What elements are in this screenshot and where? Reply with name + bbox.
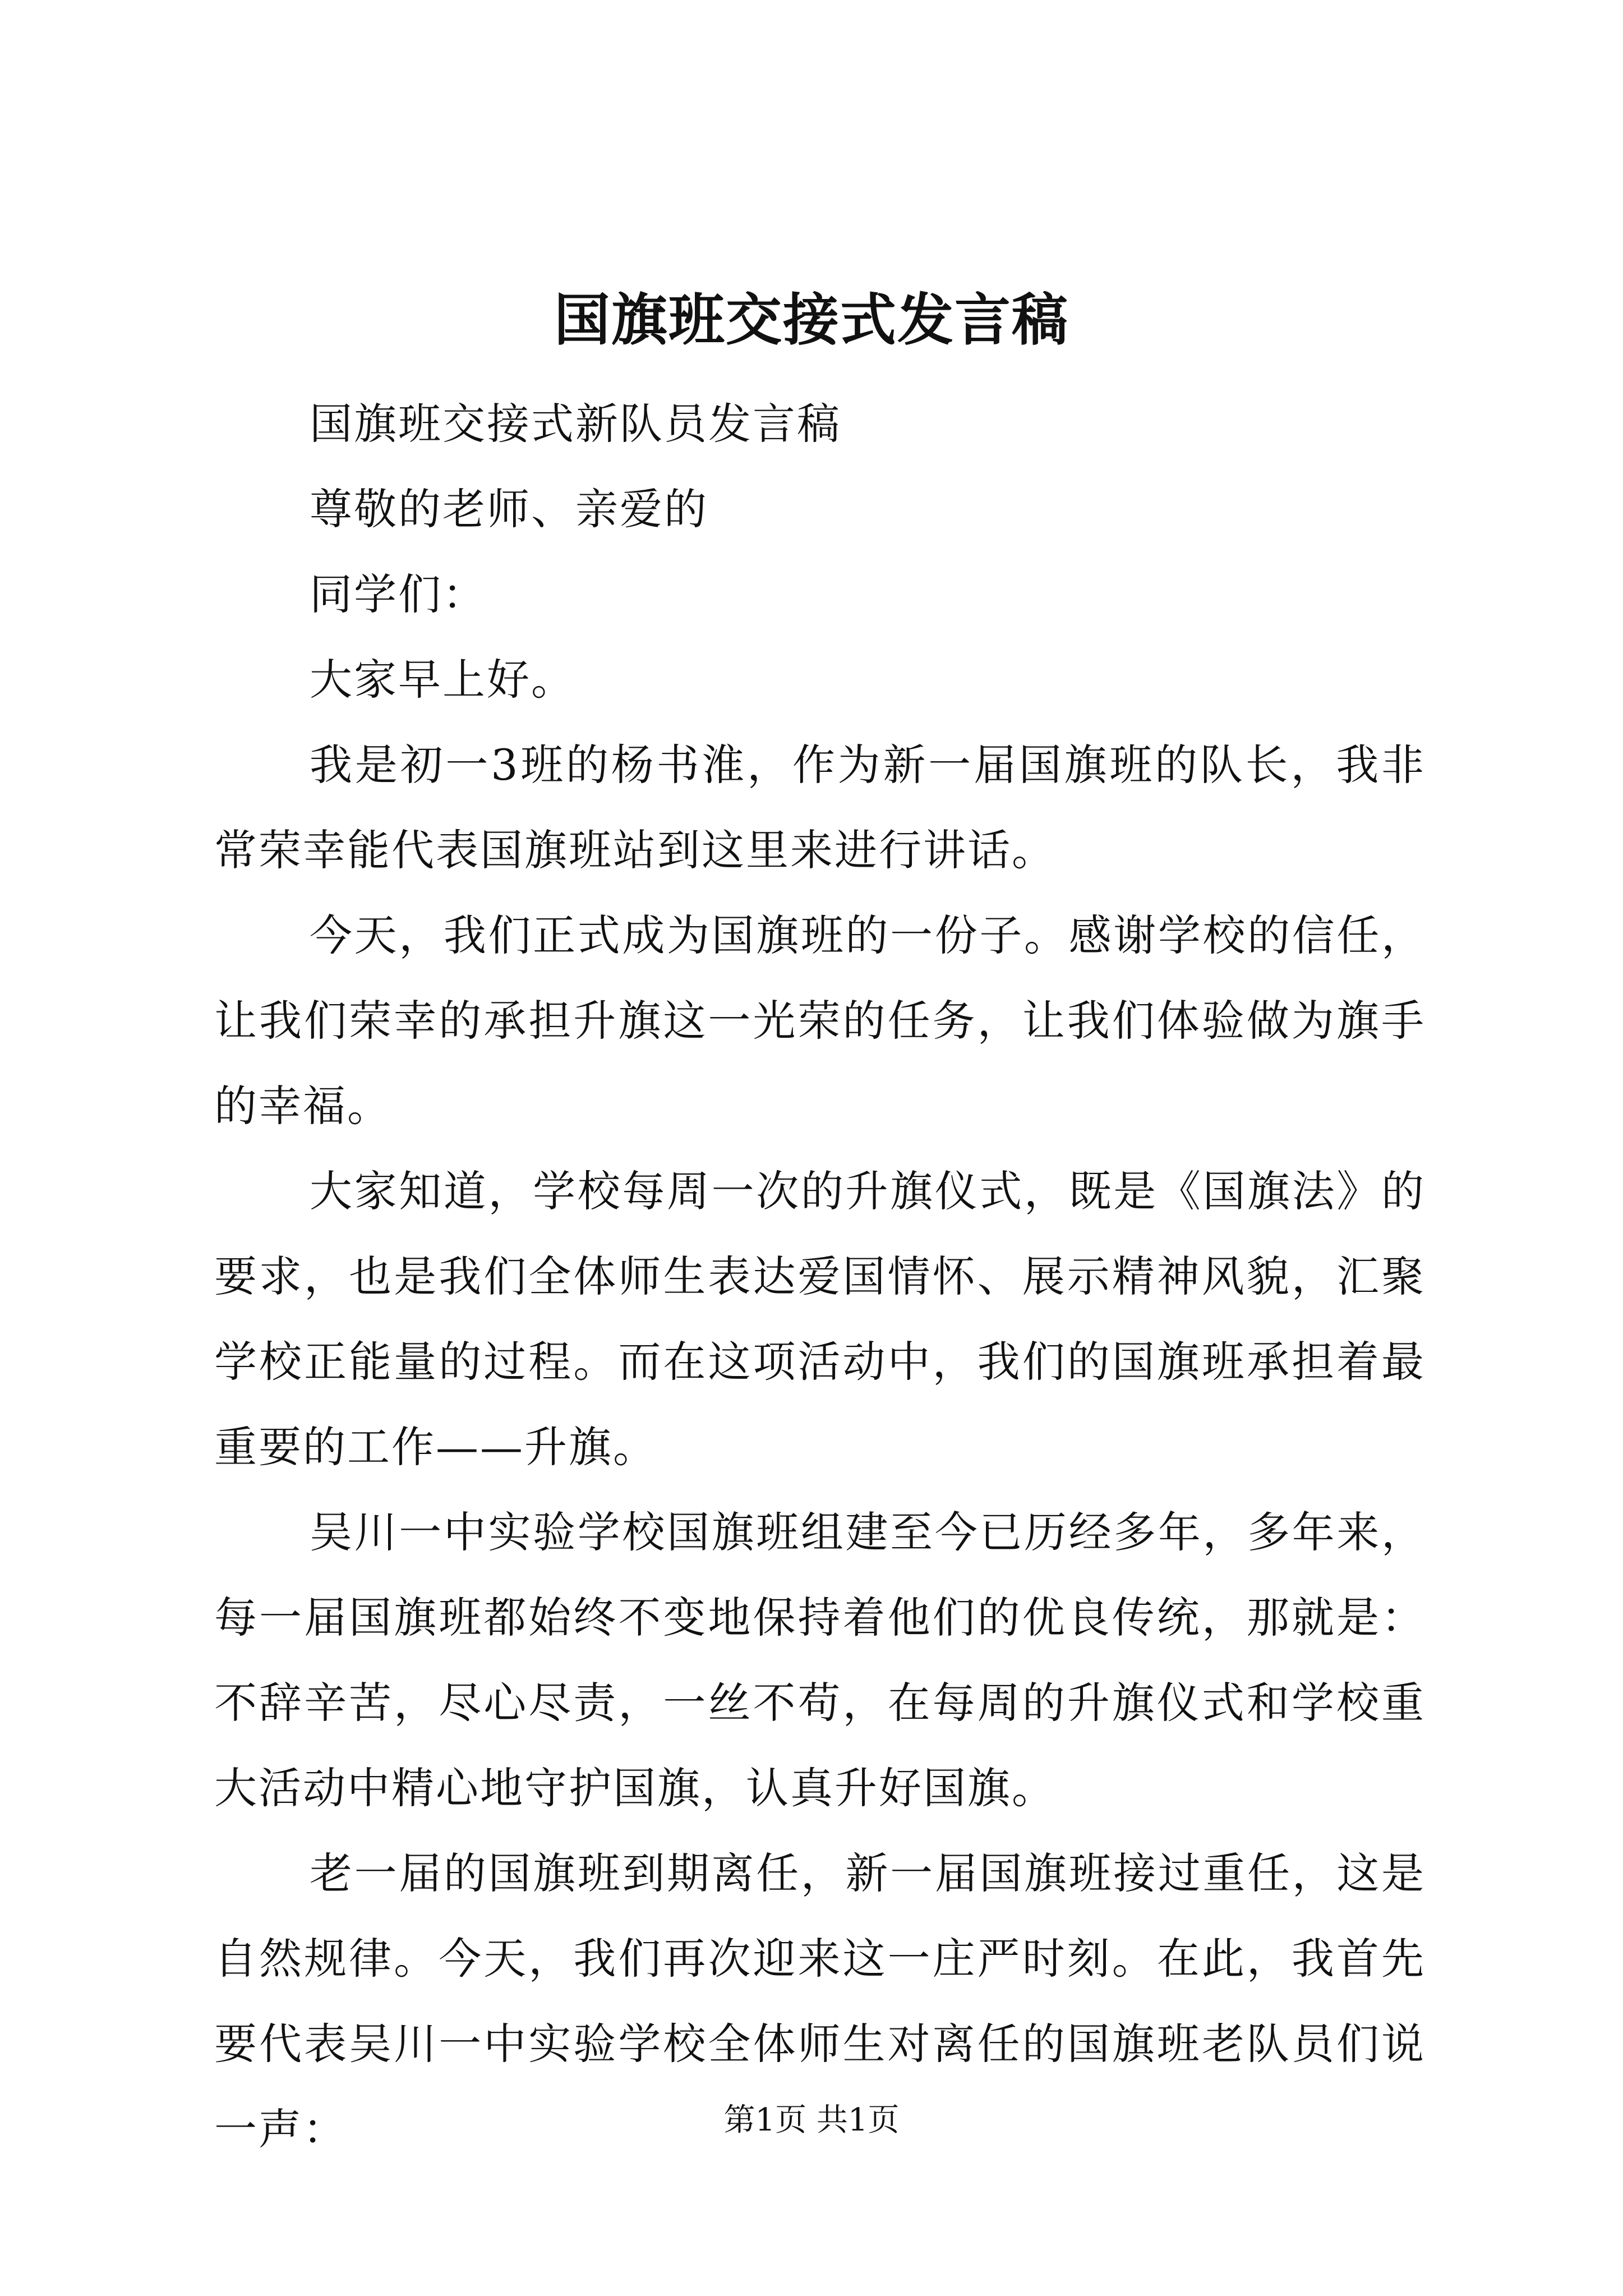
document-title: 国旗班交接式发言稿	[554, 287, 1069, 353]
paragraph-salutation: 尊敬的老师、亲爱的	[310, 484, 708, 534]
paragraph-greeting: 大家早上好。	[310, 655, 575, 705]
paragraph-salutation-continued: 同学们：	[310, 569, 487, 619]
paragraph-subtitle: 国旗班交接式新队员发言稿	[310, 399, 841, 449]
paragraph-today: 今天，我们正式成为国旗班的一份子。感谢学校的信任，让我们荣幸的承担升旗这一光荣的任务，让我们体验做为旗手的幸福。	[214, 910, 1426, 1131]
paragraph-handover: 老一届的国旗班到期离任，新一届国旗班接过重任，这是自然规律。今天，我们再次迎来这一庄严时刻。在此，我首先要代表吴川一中实验学校全体师生对离任的国旗班老队员们说一声：	[214, 1848, 1426, 2154]
paragraph-history: 吴川一中实验学校国旗班组建至今已历经多年，多年来，每一届国旗班都始终不变地保持着他们的优良传统，那就是：不辞辛苦，尽心尽责，一丝不苟，在每周的升旗仪式和学校重大活动中精心地守护国旗，认真升好国旗。	[214, 1507, 1426, 1813]
paragraph-ceremony: 大家知道，学校每周一次的升旗仪式，既是《国旗法》的要求，也是我们全体师生表达爱国情怀、展示精神风貌，汇聚学校正能量的过程。而在这项活动中，我们的国旗班承担着最重要的工作——升旗。	[214, 1166, 1426, 1472]
paragraph-introduction: 我是初一3班的杨书淮，作为新一届国旗班的队长，我非常荣幸能代表国旗班站到这里来进行讲话。	[214, 740, 1426, 875]
document-body	[214, 381, 1426, 2172]
page-footer: 第1页 共1页	[723, 2102, 900, 2138]
